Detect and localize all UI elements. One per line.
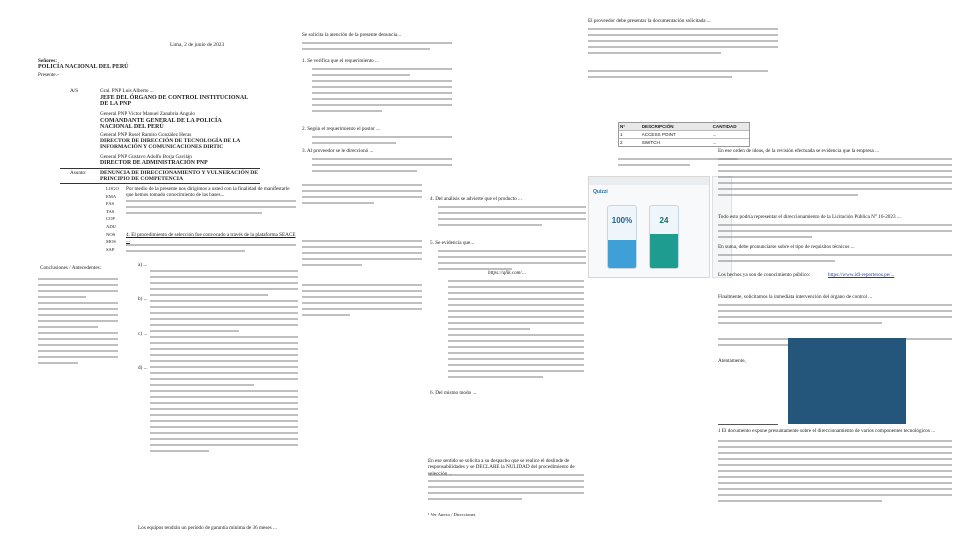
doc2-item-5: 5. Se evidencia que...: [430, 240, 475, 246]
doc2-title-line: Se solicita la atención de la presente denuncia...: [302, 32, 402, 38]
table-header: N°: [620, 124, 626, 129]
doc3-body-p3-lines: [718, 254, 952, 266]
doc2-intro-lines: [302, 42, 452, 54]
side-ref: EMA: [106, 193, 117, 199]
doc3-intro-lines-2: [588, 70, 768, 82]
doc1-asunto: DENUNCIA DE DIRECCIONAMIENTO Y VULNERACIÓN DE PRINCIPIO DE COMPETENCIA: [100, 170, 259, 183]
stat-card-2: [649, 205, 679, 269]
table-cell: ...: [712, 132, 717, 137]
doc2-closing-lines: [428, 474, 584, 504]
doc2-closing-note: En ese sentido se solicita a su despacho que se realice el deslinde de responsabilidades y se DECLARE la NULIDAD del procedimiento de: [428, 458, 575, 471]
doc1-bottom-text: Los equipos tendrán un período de garantía mínima de 36 meses ...: [138, 525, 277, 531]
doc2-item-2-lines: [312, 136, 452, 148]
doc1-senores-label: Señores:: [38, 58, 57, 64]
doc2-para-lines: [312, 80, 452, 116]
doc2-small-col-3: [302, 284, 422, 320]
doc3-body-p1: En ese orden de ideas, de la revisión efectuada se evidencia que la empresa ...: [718, 148, 880, 154]
doc3-link[interactable]: https://www.idl-reporteros.pe/...: [828, 272, 895, 278]
doc1-text-block-1: [126, 200, 296, 218]
doc1-list-text: [150, 270, 298, 456]
doc1-text-block-2: [126, 244, 296, 256]
doc2-item-3: 3. Al proveedor se le direccionó ...: [302, 148, 374, 154]
doc2-footnote: ¹ Ver Anexo / Direcciones: [428, 512, 476, 517]
side-ref: SAP: [106, 246, 115, 252]
doc1-item-4: 4. El procedimiento de selección fue convocado a través de la plataforma SEACE ...: [126, 232, 296, 245]
table-cell: ...: [712, 140, 717, 145]
app-screenshot: [588, 176, 710, 278]
doc3-body-p3: En suma, debe pronunciarse sobre el tipo de requisitos técnicos ...: [718, 244, 855, 250]
document-page-3: [588, 0, 960, 540]
doc1-row-1: JEFE DEL ÓRGANO DE CONTROL INSTITUCIONAL DE LA PNP: [100, 95, 248, 108]
stat-card-1-value: 100%: [611, 216, 633, 225]
doc3-footnote-rule: [718, 424, 778, 425]
doc1-asunto-label: Asunto:: [70, 170, 87, 176]
list-item: c) ...: [138, 330, 148, 337]
side-ref: FAS: [106, 201, 115, 207]
doc2-item-2: 2. Según el requerimiento el postor ...: [302, 126, 381, 132]
table-cell: 1: [620, 132, 623, 137]
doc3-links-intro: Los hechos ya son de conocimiento público:: [718, 272, 811, 278]
doc1-date: Lima, 2 de junio de 2023: [170, 42, 225, 48]
side-ref: ADU: [106, 223, 116, 229]
doc1-row-4: General PNP Rosel Ramiro González Heras: [100, 132, 192, 138]
app-header: [589, 177, 709, 185]
doc3-final-lines: [718, 304, 952, 328]
doc2-item-1: 1. Se verifica que el requerimiento ...: [302, 58, 379, 64]
app-name: Quizzi: [593, 189, 608, 195]
doc3-table: [618, 122, 750, 147]
doc1-row-key: A/S: [70, 88, 79, 94]
doc1-entity: POLICÍA NACIONAL DEL PERÚ: [38, 64, 129, 70]
doc3-final-p: Finalmente, solicitamos la inmediata intervención del órgano de control ...: [718, 294, 873, 300]
doc1-row-2: General PNP Víctor Manuel Zanabria Angulo: [100, 111, 195, 117]
stat-card-1-fill: [608, 240, 636, 268]
doc1-row-6: General PNP Gustavo Adolfo Borja Gavilán: [100, 154, 192, 160]
doc3-body-p2-lines: [718, 224, 952, 242]
doc1-row-0: Gral. PNP Luis Alberto ...: [100, 88, 154, 94]
doc1-left-column-text: [38, 278, 118, 368]
doc3-sign-off: Atentamente,: [718, 358, 746, 364]
doc2-bullets: [448, 280, 584, 382]
stat-card-1: [607, 205, 637, 269]
doc3-footnote: 1 El documento expone presuntamente sobre el direccionamiento de varios componentes tecnológicos ...: [718, 428, 936, 434]
doc3-intro-lines: [588, 28, 778, 58]
redacted-signature-block: [788, 338, 906, 424]
doc2-link-caption: https://qlik.com/...: [488, 270, 526, 276]
doc2-item-1-lines: [312, 68, 452, 80]
doc2-small-col-2: [302, 240, 422, 270]
doc1-paragraph-a: Por medio de la presente nos dirigimos a usted con la finalidad de manifestarle que hemos tomado conocimiento de las bases...: [126, 186, 290, 199]
doc1-divider-2: [60, 183, 260, 184]
side-ref: NOS: [106, 231, 116, 237]
table-header: CANTIDAD: [712, 124, 737, 129]
document-page-2: [298, 0, 588, 540]
doc3-body-p2: Todo esto podría representar el direccionamiento de la Licitación Pública N° 16-2023 ...: [718, 214, 901, 220]
doc1-row-3: COMANDANTE GENERAL DE LA POLICÍA NACIONAL DEL PERÚ: [100, 118, 222, 131]
side-ref: MOS: [106, 239, 116, 245]
table-row: [619, 130, 749, 138]
doc1-row-7: DIRECTOR DE ADMINISTRACIÓN PNP: [100, 160, 208, 166]
doc2-item-4: 4. Del análisis se advierte que el producto ...: [430, 196, 522, 202]
doc3-intro: El proveedor debe presentar la documentación solicitada ...: [588, 18, 711, 24]
table-cell: SWITCH: [641, 140, 660, 145]
table-cell: ACCESS POINT: [641, 132, 676, 137]
doc3-footnote-lines: [718, 440, 952, 506]
table-cell: 2: [620, 140, 623, 145]
list-item: b) ...: [138, 296, 148, 303]
document-page-1: [0, 0, 300, 540]
doc2-small-col-1: [302, 184, 422, 208]
doc3-body-p1-lines: [718, 158, 952, 200]
list-item: a) ...: [138, 262, 148, 268]
stat-card-2-value: 24: [659, 216, 669, 225]
doc1-divider: [60, 168, 260, 169]
doc1-footer-left: Conclusiones / Antecedentes:: [40, 265, 102, 271]
doc2-item-6: 6. Del mismo modo ...: [430, 390, 477, 396]
table-row: [619, 138, 749, 146]
stat-card-2-fill: [650, 234, 678, 268]
side-ref: TAS: [106, 208, 115, 214]
side-ref: COP: [106, 216, 115, 222]
doc1-side-refs: [106, 186, 126, 254]
list-item: d) ...: [138, 365, 148, 372]
table-header: DESCRIPCIÓN: [641, 124, 674, 129]
doc1-row-5: DIRECTOR DE DIRECCIÓN DE TECNOLOGÍA DE LA INFORMACIÓN Y COMUNICACIONES DIRTIC: [100, 138, 240, 151]
doc2-item-3-lines: [312, 158, 452, 176]
doc2-item-4-lines: [438, 206, 586, 230]
doc1-presente: Presente.-: [38, 72, 59, 78]
side-ref: LOGO: [106, 186, 119, 191]
